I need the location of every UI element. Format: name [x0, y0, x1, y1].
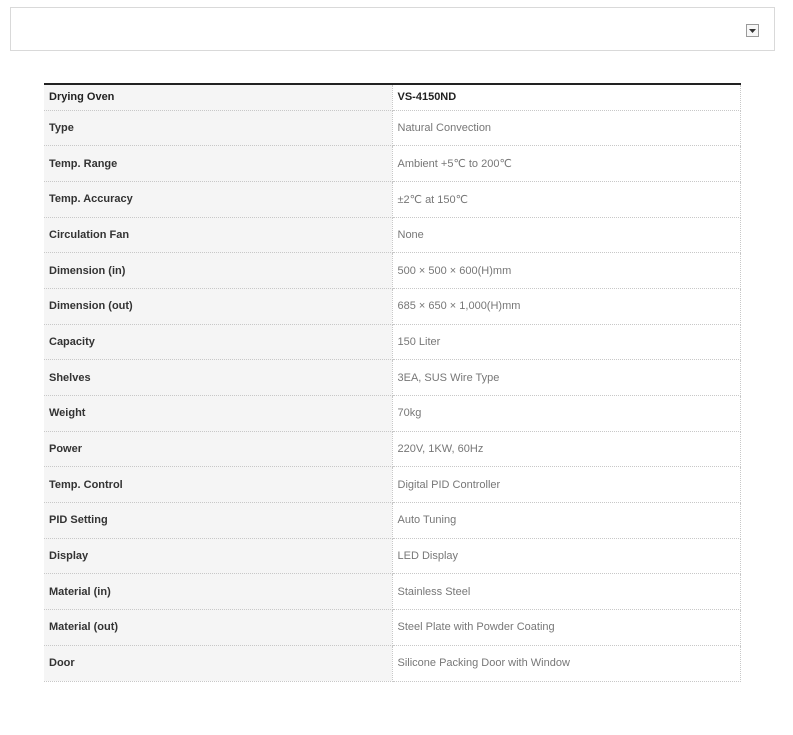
- table-row: [44, 610, 741, 646]
- spec-value: Natural Convection: [392, 110, 741, 146]
- spec-value: 70kg: [392, 396, 741, 432]
- table-row: [44, 645, 741, 681]
- spec-label: Type: [44, 110, 392, 146]
- spec-label: Temp. Control: [44, 467, 392, 503]
- spec-label: Power: [44, 431, 392, 467]
- spec-value: 685 × 650 × 1,000(H)mm: [392, 288, 741, 324]
- table-header-row: [44, 84, 741, 110]
- table-row: [44, 288, 741, 324]
- spec-value: 3EA, SUS Wire Type: [392, 360, 741, 396]
- spec-value: 150 Liter: [392, 324, 741, 360]
- table-row: [44, 396, 741, 432]
- spec-value: LED Display: [392, 538, 741, 574]
- table-row: [44, 503, 741, 539]
- table-row: [44, 217, 741, 253]
- table-row: [44, 431, 741, 467]
- spec-value: Silicone Packing Door with Window: [392, 645, 741, 681]
- spec-value: Stainless Steel: [392, 574, 741, 610]
- spec-label: Display: [44, 538, 392, 574]
- spec-label: Dimension (in): [44, 253, 392, 289]
- spec-value: 220V, 1KW, 60Hz: [392, 431, 741, 467]
- table-row: [44, 181, 741, 217]
- spec-label: Shelves: [44, 360, 392, 396]
- spec-label: PID Setting: [44, 503, 392, 539]
- spec-label: Temp. Accuracy: [44, 181, 392, 217]
- table-row: [44, 574, 741, 610]
- table-row: [44, 324, 741, 360]
- table-row: [44, 253, 741, 289]
- spec-label: Dimension (out): [44, 288, 392, 324]
- header-label: Drying Oven: [44, 84, 392, 110]
- spec-label: Weight: [44, 396, 392, 432]
- spec-label: Temp. Range: [44, 146, 392, 182]
- spec-value: Auto Tuning: [392, 503, 741, 539]
- table-row: [44, 538, 741, 574]
- table-row: [44, 360, 741, 396]
- spec-value: Digital PID Controller: [392, 467, 741, 503]
- spec-label: Circulation Fan: [44, 217, 392, 253]
- spec-value: Ambient +5℃ to 200℃: [392, 146, 741, 182]
- spec-value: ±2℃ at 150℃: [392, 181, 741, 217]
- header-value: VS-4150ND: [392, 84, 741, 110]
- table-row: [44, 146, 741, 182]
- spec-table: [44, 83, 741, 682]
- spec-label: Material (out): [44, 610, 392, 646]
- spec-value: Steel Plate with Powder Coating: [392, 610, 741, 646]
- spec-label: Material (in): [44, 574, 392, 610]
- spec-value: 500 × 500 × 600(H)mm: [392, 253, 741, 289]
- spec-label: Door: [44, 645, 392, 681]
- chevron-down-icon[interactable]: [746, 24, 759, 37]
- model-select-dropdown[interactable]: [10, 7, 775, 51]
- spec-value: None: [392, 217, 741, 253]
- table-row: [44, 467, 741, 503]
- spec-label: Capacity: [44, 324, 392, 360]
- table-row: [44, 110, 741, 146]
